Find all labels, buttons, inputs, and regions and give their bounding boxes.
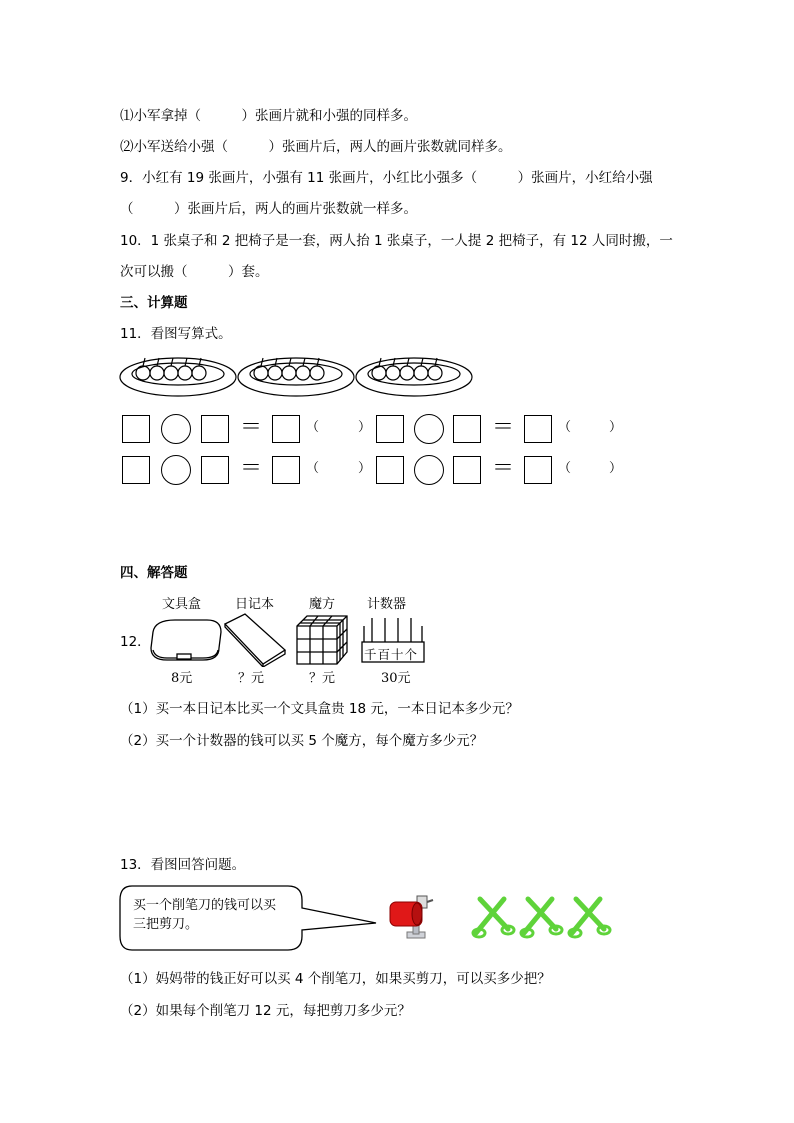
operator-circle[interactable] [414,414,444,444]
equals-sign: ＝ [240,456,263,481]
question-13-part-1: （1）妈妈带的钱正好可以买 4 个削笔刀，如果买剪刀，可以买多少把？ [120,971,551,987]
unit-paren-open: （ [558,420,572,435]
question-12-number: 12． [120,634,151,650]
pencil-case-price: 8元 [171,671,193,686]
pencil-sharpener-icon [387,892,437,947]
speech-bubble-line-1: 买一个削笔刀的钱可以买 [133,898,277,913]
equals-sign: ＝ [492,415,515,440]
plate-2 [238,358,354,396]
diary-label: 日记本 [235,597,275,612]
equation-box[interactable] [201,456,229,484]
answer-box[interactable] [524,415,552,443]
scissors-group [468,893,618,941]
counter-price: 30元 [381,671,411,686]
equation-box[interactable] [453,456,481,484]
equation-box[interactable] [376,456,404,484]
operator-circle[interactable] [414,455,444,485]
question-10-line-1: 10．1 张桌子和 2 把椅子是一套，两人抬 1 张桌子，一人提 2 把椅子，有 12 人同时搬，一 [120,233,673,249]
question-12-part-1: （1）买一本日记本比买一个文具盒贵 18 元，一本日记本多少元？ [120,701,519,717]
equation-box[interactable] [122,456,150,484]
unit-paren-close: ） [358,461,372,476]
plate-3 [356,358,472,396]
equation-box[interactable] [122,415,150,443]
speech-bubble-line-2: 三把剪刀。 [133,917,199,932]
diary-icon [225,614,285,667]
question-8-part-1: ⑴小军拿掉（ ）张画片就和小强的同样多。 [120,108,417,124]
operator-circle[interactable] [161,414,191,444]
question-13-prompt: 13．看图回答问题。 [120,857,246,873]
operator-circle[interactable] [161,455,191,485]
plate-1 [120,358,236,396]
equals-sign: ＝ [240,415,263,440]
answer-box[interactable] [524,456,552,484]
unit-paren-open: （ [558,461,572,476]
cube-price: ？元 [309,671,336,686]
pencil-case-label: 文具盒 [162,597,202,612]
unit-paren-close: ） [609,461,623,476]
equation-box[interactable] [376,415,404,443]
equation-box[interactable] [201,415,229,443]
pencil-case-icon [151,620,221,660]
question-11-prompt: 11．看图写算式。 [120,326,232,342]
counter-label: 计数器 [367,597,407,612]
question-9-line-1: 9．小红有 19 张画片，小强有 11 张画片，小红比小强多（ ）张画片，小红给小强 [120,170,653,186]
question-13-part-2: （2）如果每个削笔刀 12 元，每把剪刀多少元？ [120,1003,411,1019]
apple-plates-illustration [118,350,478,400]
answer-box[interactable] [272,456,300,484]
question-12-part-2: （2）买一个计数器的钱可以买 5 个魔方，每个魔方多少元？ [120,733,484,749]
unit-paren-open: （ [306,420,320,435]
unit-paren-close: ） [358,420,372,435]
scissors-icon [473,899,514,937]
question-9-line-2: （ ）张画片后，两人的画片张数就一样多。 [120,201,417,217]
section-4-heading: 四、解答题 [120,565,188,581]
answer-box[interactable] [272,415,300,443]
scissors-icon [521,899,562,937]
section-3-heading: 三、计算题 [120,295,188,311]
question-10-line-2: 次可以搬（ ）套。 [120,264,269,280]
cube-label: 魔方 [309,597,336,612]
equation-box[interactable] [453,415,481,443]
question-8-part-2: ⑵小军送给小强（ ）张画片后，两人的画片张数就同样多。 [120,139,512,155]
diary-price: ？元 [238,671,265,686]
unit-paren-open: （ [306,461,320,476]
counter-place-labels: 千百十个 [364,647,419,662]
rubiks-cube-icon [297,616,347,664]
equals-sign: ＝ [492,456,515,481]
unit-paren-close: ） [609,420,623,435]
scissors-icon [569,899,610,937]
